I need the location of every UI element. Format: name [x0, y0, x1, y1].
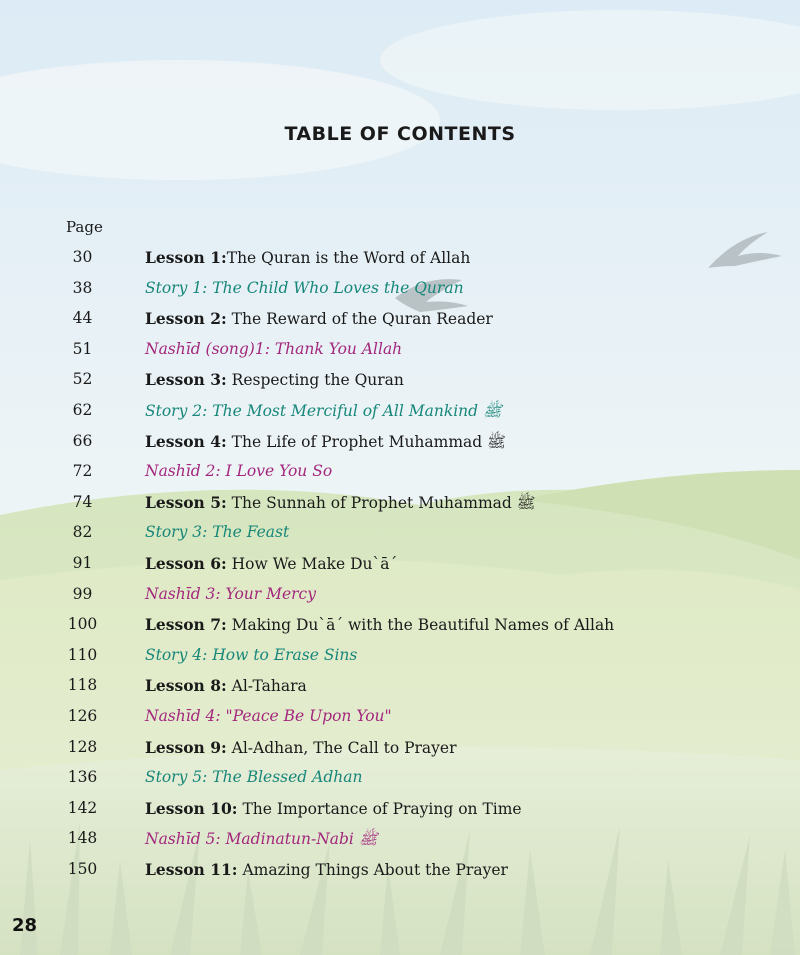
toc-entry — [0, 370, 800, 400]
toc-entry — [0, 707, 800, 737]
lesson-title: Al-Adhan, The Call to Prayer — [226, 738, 457, 757]
toc-lesson-title — [145, 370, 404, 389]
toc-page-number: 30 — [72, 248, 93, 266]
toc-page-number: 91 — [72, 554, 93, 572]
toc-page-number: 110 — [67, 645, 98, 664]
toc-page-number: 148 — [67, 829, 98, 848]
toc-story-title: Story 4: How to Erase Sins — [145, 645, 358, 664]
lesson-title: Respecting the Quran — [226, 371, 404, 390]
toc-page-number: 74 — [72, 492, 93, 511]
lesson-title: The Importance of Praying on Time — [237, 799, 522, 818]
toc-page-number: 142 — [67, 798, 98, 817]
toc-entry — [0, 738, 800, 768]
toc-entry — [0, 401, 800, 431]
page-column-header: Page — [66, 218, 103, 236]
toc-entry — [0, 829, 800, 859]
lesson-label: Lesson 2: — [145, 309, 227, 329]
lesson-title: The Quran is the Word of Allah — [226, 249, 471, 267]
toc-nashid-title: Nashīd 2: I Love You So — [145, 462, 333, 481]
toc-page-number: 62 — [72, 401, 93, 419]
toc-lesson-title — [145, 432, 506, 455]
lesson-title: The Reward of the Quran Reader — [226, 310, 493, 329]
lesson-title: Amazing Things About the Prayer — [237, 861, 508, 879]
toc-page-number: 150 — [67, 860, 98, 878]
toc-lesson-title — [145, 493, 536, 516]
toc-nashid-title: Nashīd 4: "Peace Be Upon You" — [145, 707, 392, 725]
lesson-label: Lesson 1: — [145, 248, 227, 267]
toc-entry — [0, 585, 800, 615]
toc-entry — [0, 340, 800, 370]
lesson-title: The Sunnah of Prophet Muhammad ﷺ — [226, 493, 536, 512]
toc-entry — [0, 279, 800, 309]
toc-page-number: 118 — [67, 676, 98, 695]
lesson-label: Lesson 3: — [145, 370, 227, 390]
toc-entry — [0, 462, 800, 492]
lesson-label: Lesson 6: — [145, 554, 227, 573]
lesson-title: How We Make Du`ā´ — [226, 555, 398, 573]
toc-page-number: 82 — [72, 523, 93, 542]
toc-lesson-title — [145, 860, 508, 879]
toc-story-title: Story 2: The Most Merciful of All Mankind ﷺ — [145, 402, 502, 420]
toc-story-title: Story 5: The Blessed Adhan — [145, 768, 363, 787]
toc-page-number: 38 — [72, 278, 93, 297]
lesson-label: Lesson 10: — [145, 798, 238, 818]
toc-story-title: Story 1: The Child Who Loves the Quran — [145, 278, 464, 297]
toc-page-number: 100 — [67, 615, 98, 634]
toc-entry — [0, 646, 800, 676]
toc-entry — [0, 248, 800, 278]
lesson-label: Lesson 11: — [145, 860, 238, 879]
toc-page-number: 72 — [72, 462, 93, 481]
toc-entry — [0, 493, 800, 523]
lesson-label: Lesson 4: — [145, 431, 227, 451]
toc-page-number: 52 — [72, 370, 93, 389]
toc-nashid-title: Nashīd (song)1: Thank You Allah — [145, 339, 403, 358]
lesson-label: Lesson 9: — [145, 737, 227, 757]
lesson-title: Al-Tahara — [226, 677, 307, 696]
toc-page-number: 128 — [67, 737, 98, 756]
toc-entry — [0, 554, 800, 584]
toc-page-number: 136 — [67, 768, 98, 787]
toc-entry — [0, 676, 800, 706]
page-title: TABLE OF CONTENTS — [284, 123, 516, 145]
toc-lesson-title — [145, 309, 493, 328]
toc-entry — [0, 615, 800, 645]
lesson-label: Lesson 7: — [145, 615, 227, 635]
toc-nashid-title: Nashīd 5: Madinatun-Nabi ﷺ — [145, 830, 378, 849]
toc-entry — [0, 523, 800, 553]
toc-page-number: 99 — [72, 584, 93, 603]
toc-lesson-title — [145, 676, 307, 695]
toc-page-number: 66 — [72, 431, 93, 450]
lesson-title: Making Du`ā´ with the Beautiful Names of Allah — [226, 616, 615, 635]
toc-lesson-title — [145, 248, 470, 267]
toc-page-number: 44 — [72, 309, 93, 328]
toc-story-title: Story 3: The Feast — [145, 523, 290, 542]
toc-page-number: 126 — [67, 707, 98, 725]
toc-entry — [0, 768, 800, 798]
toc-nashid-title: Nashīd 3: Your Mercy — [145, 584, 316, 603]
toc-entry — [0, 309, 800, 339]
toc-lesson-title — [145, 554, 397, 573]
toc-lesson-title — [145, 738, 457, 757]
lesson-title: The Life of Prophet Muhammad ﷺ — [226, 432, 506, 451]
toc-entry — [0, 799, 800, 829]
lesson-label: Lesson 8: — [145, 676, 227, 696]
page-number: 28 — [12, 915, 38, 936]
toc-entry — [0, 432, 800, 462]
toc-lesson-title — [145, 615, 614, 634]
toc-page-number: 51 — [72, 339, 93, 358]
toc-entry — [0, 860, 800, 890]
toc-lesson-title — [145, 799, 522, 818]
lesson-label: Lesson 5: — [145, 492, 227, 512]
